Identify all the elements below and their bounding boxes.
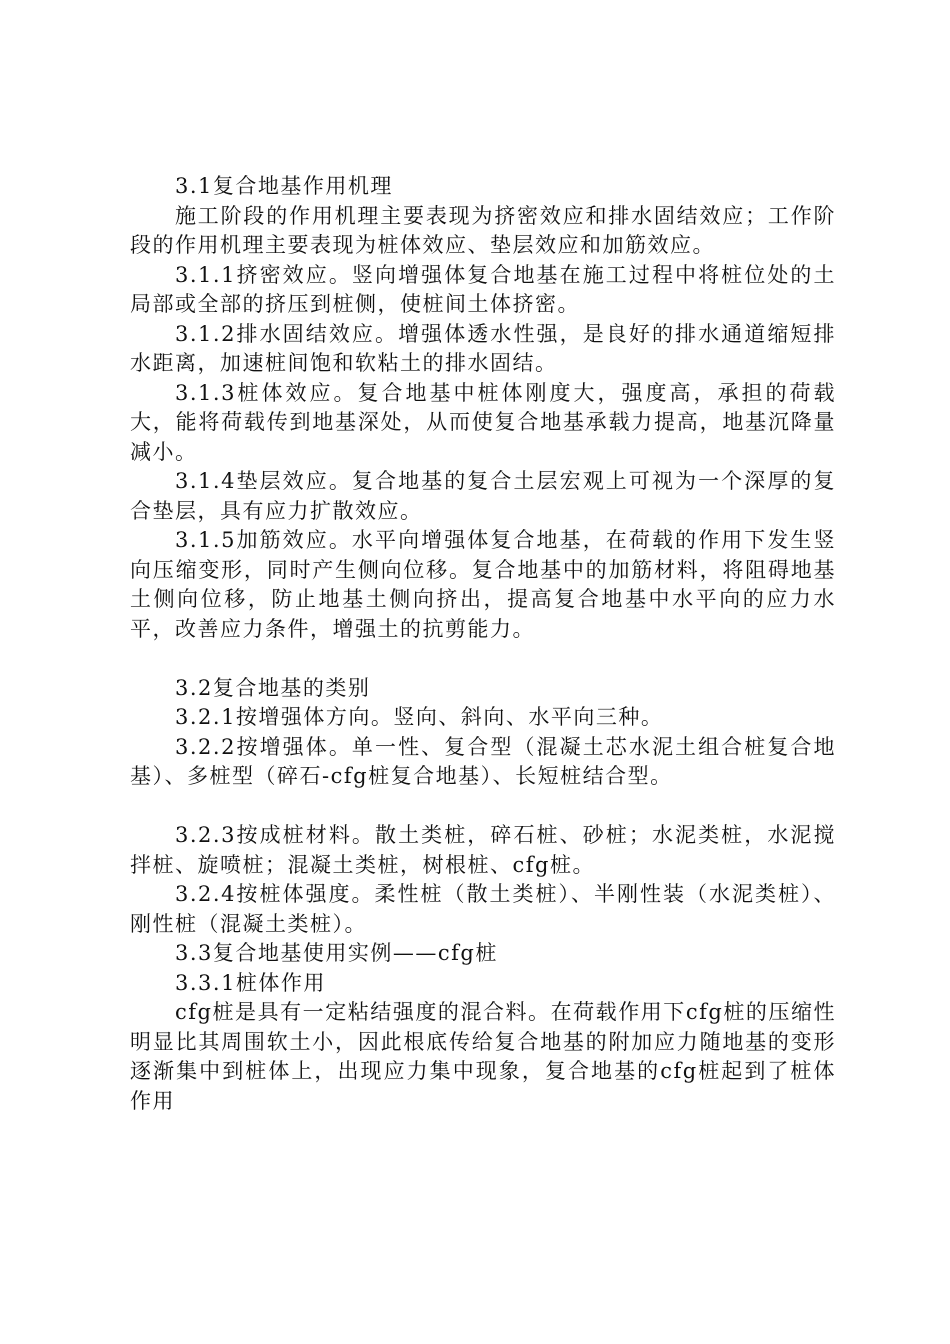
subsection-heading-3-3-1: 3.3.1桩体作用 (175, 970, 326, 995)
paragraph-3-2-2: 3.2.2按增强体。单一性、复合型（混凝土芯水泥土组合桩复合地基）、多桩型（碎石-cfg桩复合地基）、长短桩结合型。 (130, 734, 836, 788)
paragraph-3-2-4: 3.2.4按桩体强度。柔性桩（散土类桩）、半刚性装（水泥类桩）、刚性桩（混凝土类桩）。 (130, 882, 836, 936)
paragraph-mechanism-intro: 施工阶段的作用机理主要表现为挤密效应和排水固结效应；工作阶段的作用机理主要表现为桩体效应、垫层效应和加筋效应。 (130, 203, 836, 257)
paragraph-3-1-1: 3.1.1挤密效应。竖向增强体复合地基在施工过程中将桩位处的土局部或全部的挤压到桩侧，使桩间土体挤密。 (130, 262, 836, 316)
section-heading-3-1: 3.1复合地基作用机理 (175, 174, 393, 198)
paragraph-3-1-3: 3.1.3桩体效应。复合地基中桩体刚度大，强度高，承担的荷载大，能将荷载传到地基深处，从而使复合地基承载力提高，地基沉降量减小。 (130, 380, 836, 464)
paragraph-3-1-4: 3.1.4垫层效应。复合地基的复合土层宏观上可视为一个深厚的复合垫层，具有应力扩散效应。 (130, 469, 836, 523)
paragraph-3-1-5: 3.1.5加筋效应。水平向增强体复合地基，在荷载的作用下发生竖向压缩变形，同时产生侧向位移。复合地基中的加筋材料，将阻碍地基土侧向位移，防止地基土侧向挤出，提高复合地基中水平向的应力水平，改善应力条件，增强土的抗剪能力。 (130, 528, 836, 641)
blank-line (130, 644, 836, 674)
paragraph-3-2-3: 3.2.3按成桩材料。散土类桩，碎石桩、砂桩；水泥类桩，水泥搅拌桩、旋喷桩；混凝土类桩，树根桩、cfg桩。 (130, 823, 836, 877)
document-page (130, 172, 836, 1116)
paragraph-cfg-pile: cfg桩是具有一定粘结强度的混合料。在荷载作用下cfg桩的压缩性明显比其周围软土小，因此根底传给复合地基的附加应力随地基的变形逐渐集中到桩体上，出现应力集中现象，复合地基的cfg桩起到了桩体作用 (130, 1000, 836, 1113)
blank-line (130, 792, 836, 822)
section-heading-3-2: 3.2复合地基的类别 (175, 675, 371, 700)
section-heading-3-3: 3.3复合地基使用实例——cfg桩 (175, 941, 498, 965)
paragraph-3-1-2: 3.1.2排水固结效应。增强体透水性强，是良好的排水通道缩短排水距离，加速桩间饱和软粘土的排水固结。 (130, 321, 836, 375)
paragraph-3-2-1: 3.2.1按增强体方向。竖向、斜向、水平向三种。 (175, 705, 664, 729)
